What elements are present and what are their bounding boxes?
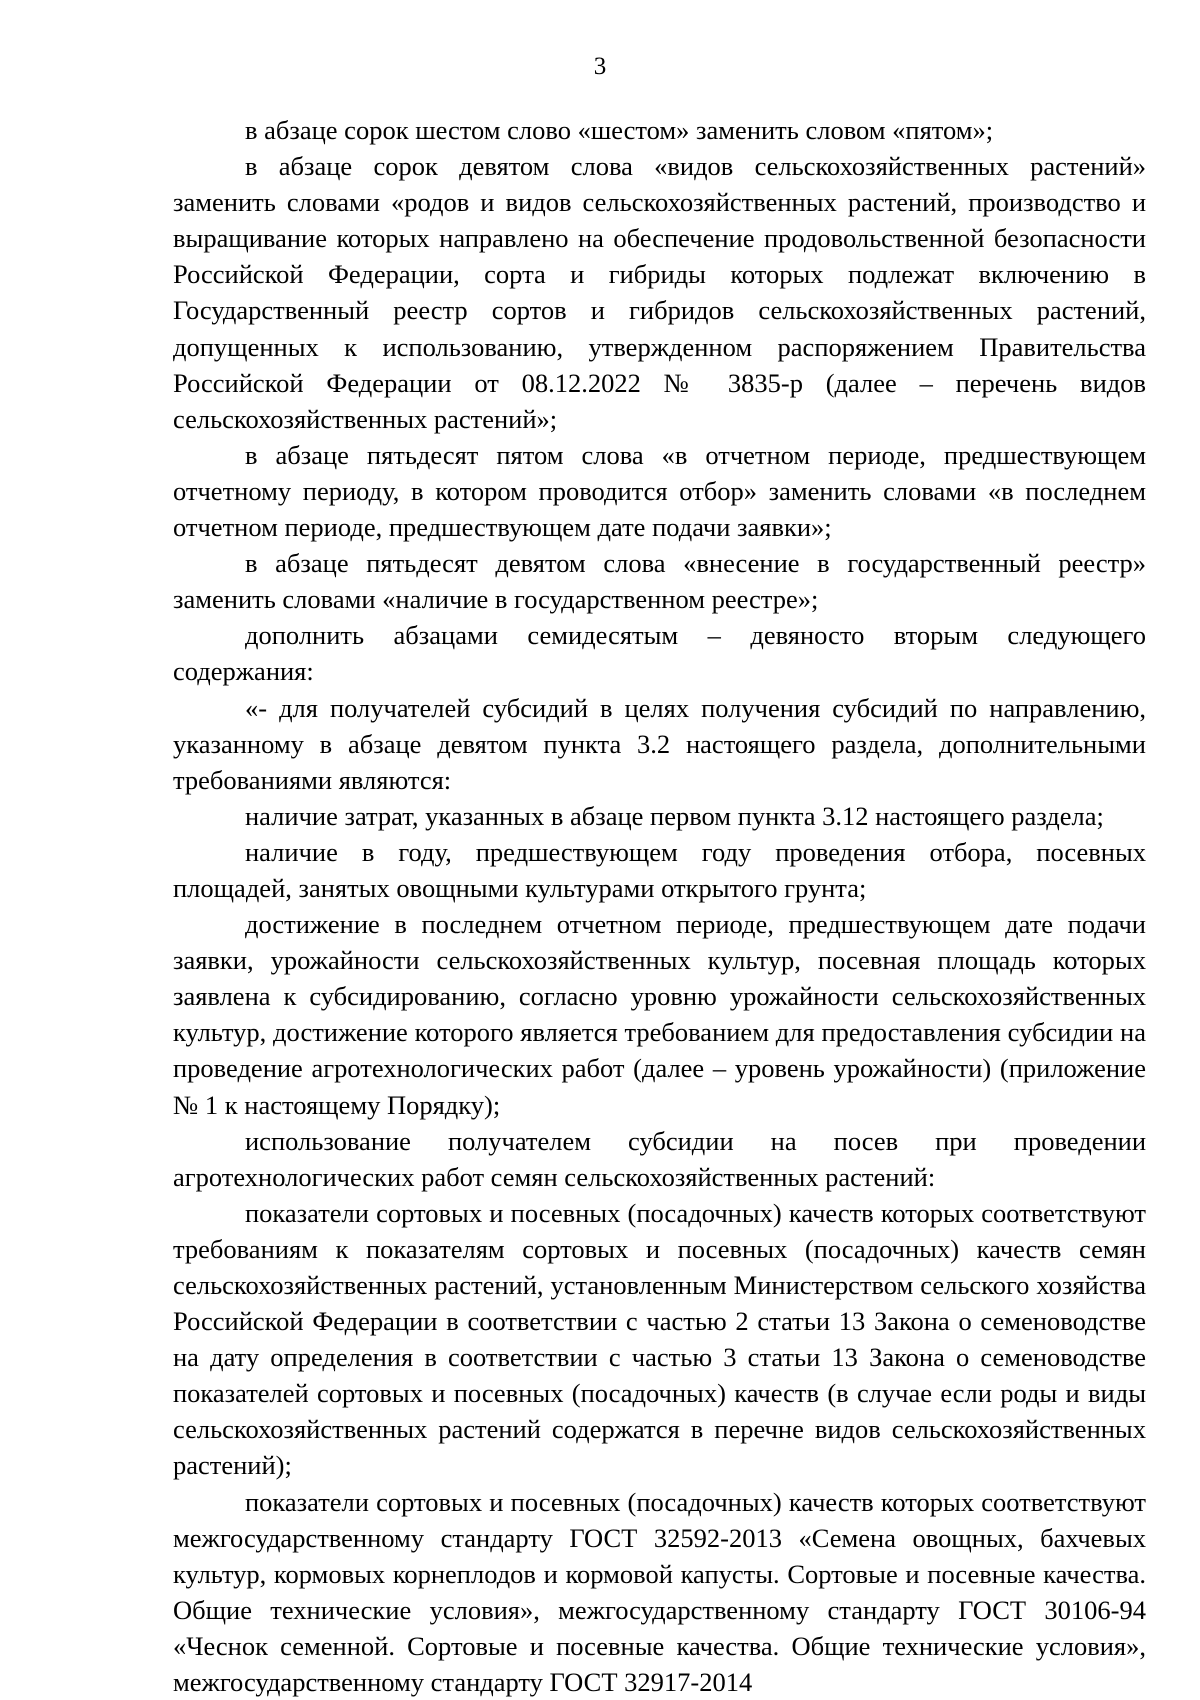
paragraph: в абзаце сорок шестом слово «шестом» заменить словом «пятом»; <box>245 115 994 145</box>
paragraph: в абзаце сорок девятом слова «видов сельскохозяйственных растений» заменить словами «родов и видов сельскохозяйственных растений, производство и выращивание которых направлено на обеспечение продовольственной безопасности Российской Федерации, сорта и гибриды которых подлежат включению в Государственный реестр сортов и гибридов сельскохозяйственных растений, допущенных к использованию, утвержденном распоряжением Правительства Российской Федерации от 08.12.2022 № 3835-р (далее – перечень видов сельскохозяйственных растений»; <box>173 151 1146 434</box>
paragraph: в абзаце пятьдесят девятом слова «внесение в государственный реестр» заменить словами «наличие в государственном реестре»; <box>173 548 1146 615</box>
paragraph: наличие в году, предшествующем году проведения отбора, посевных площадей, занятых овощными культурами открытого грунта; <box>173 836 1146 903</box>
document-body <box>173 112 1146 1700</box>
paragraph: показатели сортовых и посевных (посадочных) качеств которых соответствуют межгосударственному стандарту ГОСТ 32592-2013 «Семена овощных, бахчевых культур, кормовых корнеплодов и кормовой капусты. Сортовые и посевные качества. Общие технические условия», межгосударственному стандарту ГОСТ 30106-94 «Чеснок семенной. Сортовые и посевные качества. Общие технические условия», межгосударственному стандарту ГОСТ 32917-2014 <box>173 1486 1146 1698</box>
paragraph: «- для получателей субсидий в целях получения субсидий по направлению, указанному в абзаце девятом пункта 3.2 настоящего раздела, дополнительными требованиями являются: <box>173 692 1146 795</box>
paragraph: в абзаце пятьдесят пятом слова «в отчетном периоде, предшествующем отчетному периоду, в котором проводится отбор» заменить словами «в последнем отчетном периоде, предшествующем дате подачи заявки»; <box>173 439 1146 543</box>
paragraph: наличие затрат, указанных в абзаце первом пункта 3.12 настоящего раздела; <box>245 800 1104 831</box>
paragraph: дополнить абзацами семидесятым – девяносто вторым следующего содержания: <box>173 620 1146 687</box>
page-number: 3 <box>593 53 607 80</box>
paragraph: использование получателем субсидии на посев при проведении агротехнологических работ семян сельскохозяйственных растений: <box>173 1125 1146 1192</box>
paragraph: показатели сортовых и посевных (посадочных) качеств которых соответствуют требованиям к показателям сортовых и посевных (посадочных) качеств семян сельскохозяйственных растений, установленным Министерством сельского хозяйства Российской Федерации в соответствии с частью 2 статьи 13 Закона о семеноводстве на дату определения в соответствии с частью 3 статьи 13 Закона о семеноводстве показателей сортовых и посевных (посадочных) качеств (в случае если роды и виды сельскохозяйственных растений содержатся в перечне видов сельскохозяйственных растений); <box>173 1197 1146 1481</box>
paragraph: достижение в последнем отчетном периоде, предшествующем дате подачи заявки, урожайности сельскохозяйственных культур, посевная площадь которых заявлена к субсидированию, согласно уровню урожайности сельскохозяйственных культур, достижение которого является требованием для предоставления субсидии на проведение агротехнологических работ (далее – уровень урожайности) (приложение № 1 к настоящему Порядку); <box>173 909 1146 1120</box>
